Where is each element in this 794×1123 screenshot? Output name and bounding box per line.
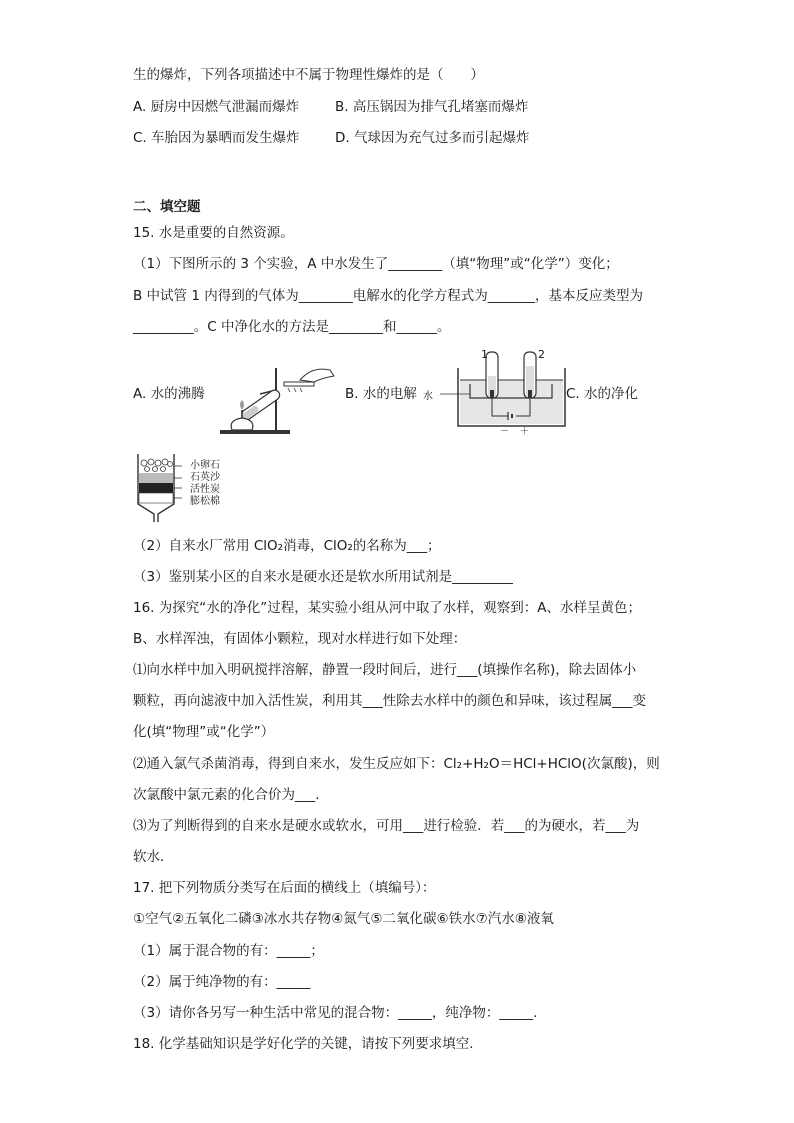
water-label: 水	[423, 391, 433, 402]
q17-part1: （1）属于混合物的有：_____；	[133, 943, 324, 959]
fig-c-label: C. 水的净化	[566, 386, 639, 402]
filter-layer-labels	[190, 460, 220, 508]
fig-a-label: A. 水的沸腾	[133, 386, 205, 402]
q16-part3-line1: ⑶为了判断得到的自来水是硬水或软水，可用___进行检验．若___的为硬水，若___为	[133, 818, 640, 834]
q16-part3-line2: 软水．	[133, 849, 174, 865]
q15-part1-line3: _________。C 中净化水的方法是________和______。	[133, 319, 451, 335]
q15-part2: （2）自来水厂常用 ClO₂消毒，ClO₂的名称为___；	[133, 538, 441, 554]
q14-option-d: D. 气球因为充气过多而引起爆炸	[335, 130, 530, 146]
layer-label-pebbles: 小卵石	[190, 460, 220, 471]
svg-text:－: －	[500, 427, 510, 436]
q14-option-c: C. 车胎因为暴晒而发生爆炸	[133, 130, 300, 146]
section-heading: 二、填空题	[133, 199, 201, 215]
boiling-water-apparatus	[218, 360, 338, 436]
q16-stem-line1: 16. 为探究“水的净化”过程，某实验小组从河中取了水样，观察到：A、水样呈黄色；	[133, 600, 641, 616]
q15-part1-line1: （1）下图所示的 3 个实验，A 中水发生了________（填“物理”或“化学”）变化；	[133, 256, 619, 272]
q16-part2-line1: ⑵通入氯气杀菌消毒，得到自来水，发生反应如下：Cl₂+H₂O＝HCl+HClO(次氯酸)，则	[133, 756, 660, 772]
q15-part3: （3）鉴别某小区的自来水是硬水还是软水所用试剂是_________	[133, 569, 513, 585]
q14-stem-tail: 生的爆炸，下列各项描述中不属于物理性爆炸的是（ ）	[133, 67, 484, 83]
q18-stem: 18. 化学基础知识是学好化学的关键，请按下列要求填空.	[133, 1036, 474, 1052]
layer-label-cotton: 膨松棉	[190, 496, 220, 507]
q15-stem: 15. 水是重要的自然资源。	[133, 225, 294, 241]
q17-stem: 17. 把下列物质分类写在后面的横线上（填编号）：	[133, 880, 436, 896]
q16-part1-line1: ⑴向水样中加入明矾搅拌溶解，静置一段时间后，进行___(填操作名称)，除去固体小	[133, 662, 637, 678]
q16-part1-line3: 化(填“物理”或“化学”）	[133, 724, 275, 740]
water-filter-apparatus	[134, 452, 182, 524]
q16-part2-line2: 次氯酸中氯元素的化合价为___.	[133, 787, 320, 803]
tube-1-label: 1	[481, 348, 488, 361]
fig-b-label: B. 水的电解	[345, 386, 417, 402]
electrolysis-apparatus	[420, 346, 570, 436]
q17-part2: （2）属于纯净物的有：_____	[133, 974, 311, 990]
svg-text:＋: ＋	[520, 427, 530, 436]
q17-items: ①空气②五氧化二磷③冰水共存物④氮气⑤二氧化碳⑥铁水⑦汽水⑧液氧	[133, 911, 554, 927]
q14-option-a: A. 厨房中因燃气泄漏而爆炸	[133, 99, 300, 115]
layer-label-carbon: 活性炭	[190, 484, 220, 495]
q16-part1-line2: 颗粒，再向滤液中加入活性炭，利用其___性除去水样中的颜色和异味，该过程属___变	[133, 693, 646, 709]
layer-label-sand: 石英沙	[190, 472, 220, 483]
q14-option-b: B. 高压锅因为排气孔堵塞而爆炸	[335, 99, 529, 115]
q16-stem-line2: B、水样浑浊，有固体小颗粒，现对水样进行如下处理：	[133, 631, 467, 647]
q15-part1-line2: B 中试管 1 内得到的气体为________电解水的化学方程式为_______，基本反应类型为	[133, 288, 643, 304]
q17-part3: （3）请你各另写一种生活中常见的混合物：_____，纯净物：_____.	[133, 1005, 538, 1021]
tube-2-label: 2	[538, 348, 545, 361]
